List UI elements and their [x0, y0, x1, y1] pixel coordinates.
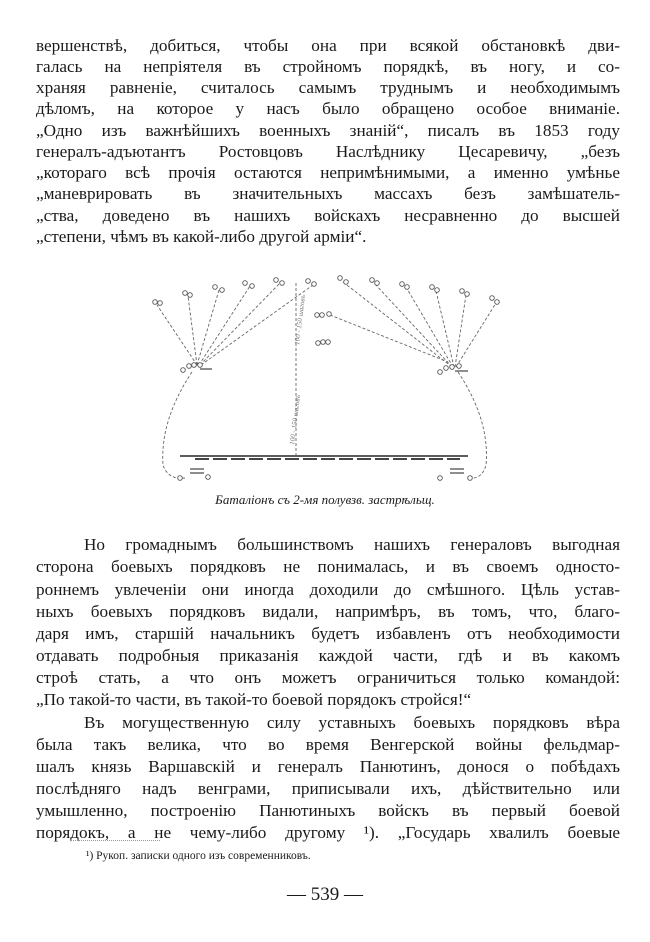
text-line: отдавать подробныя приказанія каждой части, гдѣ и въ какомъ: [36, 646, 620, 665]
battalion-formation-diagram: [140, 260, 520, 490]
text-line: дѣломъ, на которое у насъ было обращено особое вниманіе.: [36, 99, 620, 118]
text-line: вершенствѣ, добиться, чтобы она при всякой обстановкѣ дви-: [36, 36, 620, 55]
text-line: порядокъ, а не чему-либо другому ¹). „Государь хвалилъ боевые: [36, 823, 620, 842]
footnote-divider: [70, 840, 160, 841]
figure-caption: Баталіонъ съ 2-мя полувзв. застрѣльщ.: [215, 492, 435, 507]
distance-label-lower: 100 - 150 шаговъ: [288, 394, 303, 446]
text-line: галась на непріятеля въ стройномъ порядкѣ, въ ногу, и со-: [36, 57, 620, 76]
text-line: „По такой-то части, въ такой-то боевой порядокъ стройся!“: [36, 690, 472, 709]
text-line: „Одно изъ важнѣйшихъ военныхъ знаній“, писалъ въ 1853 году: [36, 121, 620, 140]
text-line: роннемъ увлеченіи они иногда доходили до смѣшного. Цѣль устав-: [36, 580, 620, 599]
text-line: послѣдняго надъ венграми, приписывали ихъ, дѣйствительно или: [36, 779, 620, 798]
text-line: шалъ князь Варшавскій и генералъ Панютинъ, донося о побѣдахъ: [36, 757, 620, 776]
distance-label-upper: 100 - 150 шаговъ: [293, 294, 308, 346]
soldier-markers: [153, 276, 500, 481]
text-line: „ства, доведено въ нашихъ войскахъ несравненно до высшей: [36, 206, 620, 225]
text-line: умышленно, построенію Панютиныхъ войскъ въ первый боевой: [36, 801, 620, 820]
text-line: сторона боевыхъ порядковъ не понималась, и въ своемъ односто-: [36, 557, 620, 576]
text-line: „котораго всѣ прочія остаются непримѣнимыми, а именно умѣнье: [36, 163, 620, 182]
text-line: „маневрировать въ значительныхъ массахъ безъ замѣшатель-: [36, 184, 620, 203]
text-line: храняя равненіе, считалось самымъ труднымъ и необходимымъ: [36, 78, 620, 97]
text-line: даря имъ, старшій начальникъ будетъ избавленъ отъ необходимости: [36, 624, 620, 643]
text-line: генералъ-адъютантъ Ростовцовъ Наслѣднику Цесаревичу, „безъ: [36, 142, 620, 161]
footnote: ¹) Рукоп. записки одного изъ современниковъ.: [86, 850, 311, 862]
text-line: ныхъ боевыхъ порядковъ видали, напримѣръ, въ томъ, что, благо-: [36, 602, 620, 621]
skirmisher-lines: [157, 282, 496, 478]
text-line: строѣ стать, а что онъ можетъ ограничиться только командой:: [36, 668, 620, 687]
text-line: „степени, чѣмъ въ какой-либо другой арміи“.: [36, 227, 367, 246]
text-line: Въ могущественную силу уставныхъ боевыхъ порядковъ вѣра: [84, 713, 620, 732]
page-number: — 539 —: [287, 884, 363, 905]
text-line: была такъ велика, что во время Венгерской войны фельдмар-: [36, 735, 620, 754]
text-line: Но громаднымъ большинствомъ нашихъ генераловъ выгодная: [84, 535, 620, 554]
battalion-line: [180, 369, 468, 473]
